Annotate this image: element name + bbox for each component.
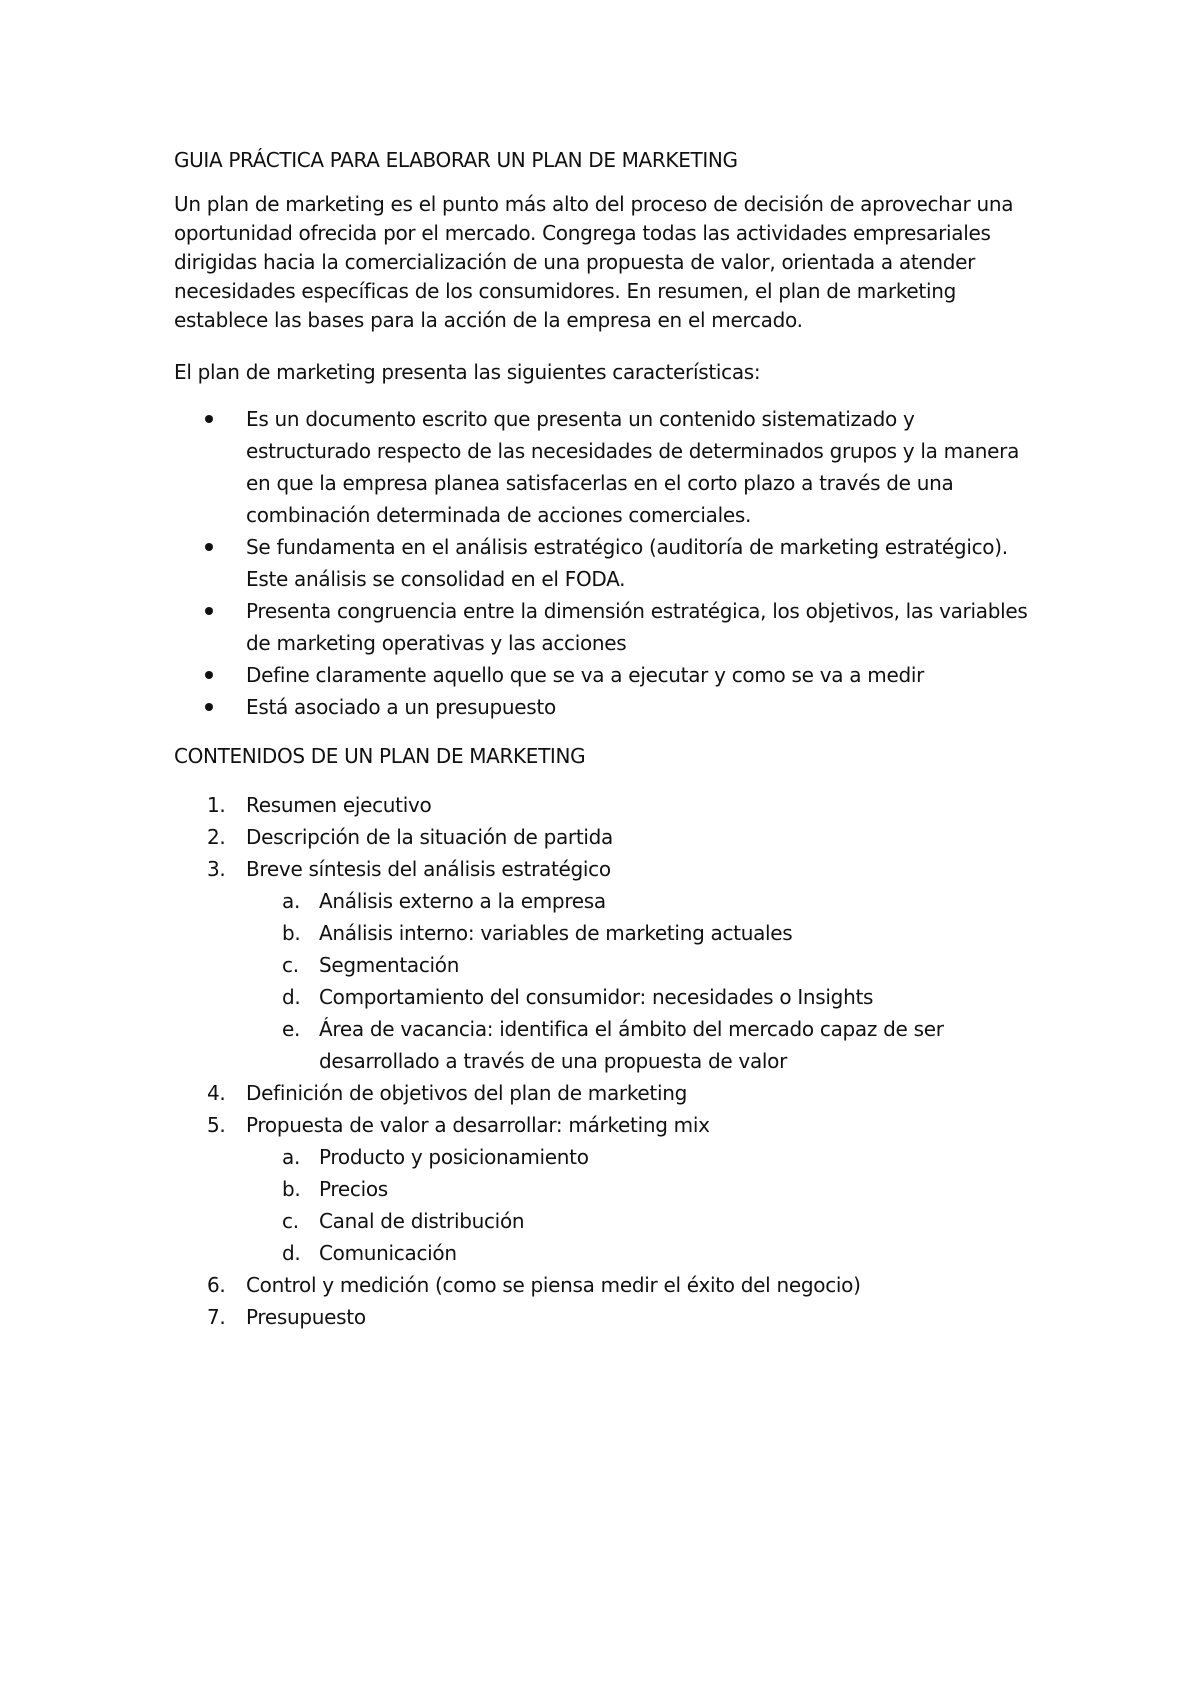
list-item-number: 6.	[207, 1273, 226, 1297]
list-item-label: Resumen ejecutivo	[246, 793, 432, 817]
sublist-item-label: Comportamiento del consumidor: necesidades o Insights	[319, 985, 874, 1009]
list-item-number: 3.	[207, 857, 226, 881]
sublist-item	[174, 1205, 1054, 1237]
sublist-item	[174, 1237, 1054, 1269]
sublist-item-letter: a.	[282, 889, 301, 913]
sublist	[174, 885, 1054, 1077]
list-item-label: Breve síntesis del análisis estratégico	[246, 857, 611, 881]
list-item-line: estructurado respecto de las necesidades de determinados grupos y la manera	[246, 439, 1020, 463]
sublist-item-label: Análisis externo a la empresa	[319, 889, 606, 913]
list-item	[174, 1109, 1054, 1141]
list-item	[174, 403, 1054, 531]
list-item-line: combinación determinada de acciones comerciales.	[246, 503, 752, 527]
sublist-item-letter: c.	[282, 1209, 299, 1233]
list-item-number: 2.	[207, 825, 226, 849]
list-item-line: Se fundamenta en el análisis estratégico (auditoría de marketing estratégico).	[246, 535, 1008, 559]
sublist-item-letter: c.	[282, 953, 299, 977]
sublist-item-label: Precios	[319, 1177, 388, 1201]
list-item	[174, 853, 1054, 885]
bullet-icon	[205, 703, 213, 711]
sublist-item-letter: d.	[282, 1241, 301, 1265]
intro-line: Un plan de marketing es el punto más alto del proceso de decisión de aprovechar una	[174, 192, 1014, 216]
sublist-item	[174, 1141, 1054, 1173]
sublist-wrapper	[174, 1141, 1054, 1269]
list-item-line: Este análisis se consolidad en el FODA.	[246, 567, 626, 591]
sublist-item	[174, 981, 1054, 1013]
sublist-item-letter: d.	[282, 985, 301, 1009]
intro-line: dirigidas hacia la comercialización de una propuesta de valor, orientada a atender	[174, 250, 976, 274]
list-item-label: Descripción de la situación de partida	[246, 825, 613, 849]
list-item	[174, 1077, 1054, 1109]
contents-list	[174, 789, 1054, 1333]
list-item-label: Presupuesto	[246, 1305, 366, 1329]
list-item-label: Control y medición (como se piensa medir el éxito del negocio)	[246, 1273, 861, 1297]
characteristics-list	[174, 403, 1054, 723]
intro-line: establece las bases para la acción de la empresa en el mercado.	[174, 308, 803, 332]
list-item-line: Está asociado a un presupuesto	[246, 695, 556, 719]
sublist-item-letter: b.	[282, 1177, 301, 1201]
list-item-line: en que la empresa planea satisfacerlas en el corto plazo a través de una	[246, 471, 954, 495]
document-title: GUIA PRÁCTICA PARA ELABORAR UN PLAN DE MARKETING	[174, 148, 738, 172]
list-item	[174, 691, 1054, 723]
intro-line: oportunidad ofrecida por el mercado. Congrega todas las actividades empresariales	[174, 221, 991, 245]
list-item	[174, 1269, 1054, 1301]
intro-line: necesidades específicas de los consumidores. En resumen, el plan de marketing	[174, 279, 956, 303]
list-item-line: Es un documento escrito que presenta un contenido sistematizado y	[246, 407, 915, 431]
sublist	[174, 1141, 1054, 1269]
list-item-label: Definición de objetivos del plan de marketing	[246, 1081, 687, 1105]
list-item-number: 7.	[207, 1305, 226, 1329]
sublist-item-label: Área de vacancia: identifica el ámbito del mercado capaz de ser	[319, 1017, 944, 1041]
sublist-item-label: Canal de distribución	[319, 1209, 525, 1233]
list-item	[174, 531, 1054, 595]
list-item	[174, 595, 1054, 659]
sublist-item-label: desarrollado a través de una propuesta de valor	[319, 1049, 788, 1073]
bullet-icon	[205, 415, 213, 423]
sublist-item	[174, 949, 1054, 981]
bullet-icon	[205, 671, 213, 679]
sublist-item-label: Producto y posicionamiento	[319, 1145, 589, 1169]
intro-paragraph	[174, 190, 1054, 335]
sublist-item-label: Segmentación	[319, 953, 460, 977]
list-item-number: 4.	[207, 1081, 226, 1105]
sublist-item-label: Análisis interno: variables de marketing actuales	[319, 921, 793, 945]
list-item	[174, 659, 1054, 691]
sublist-wrapper	[174, 885, 1054, 1077]
sublist-item-letter: b.	[282, 921, 301, 945]
list-item-line: Define claramente aquello que se va a ejecutar y como se va a medir	[246, 663, 925, 687]
list-item	[174, 789, 1054, 821]
list-item-number: 5.	[207, 1113, 226, 1137]
sublist-item	[174, 1013, 1054, 1077]
bullet-icon	[205, 543, 213, 551]
list-item	[174, 821, 1054, 853]
sublist-item-letter: a.	[282, 1145, 301, 1169]
list-item-label: Propuesta de valor a desarrollar: márketing mix	[246, 1113, 710, 1137]
bullet-icon	[205, 607, 213, 615]
list-item-number: 1.	[207, 793, 226, 817]
characteristics-lead: El plan de marketing presenta las siguientes características:	[174, 360, 761, 384]
sublist-item-letter: e.	[282, 1017, 301, 1041]
sublist-item-label: Comunicación	[319, 1241, 457, 1265]
sublist-item	[174, 885, 1054, 917]
contents-title: CONTENIDOS DE UN PLAN DE MARKETING	[174, 744, 586, 768]
sublist-item	[174, 1173, 1054, 1205]
list-item	[174, 1301, 1054, 1333]
list-item-line: Presenta congruencia entre la dimensión estratégica, los objetivos, las variables	[246, 599, 1028, 623]
sublist-item	[174, 917, 1054, 949]
list-item-line: de marketing operativas y las acciones	[246, 631, 627, 655]
